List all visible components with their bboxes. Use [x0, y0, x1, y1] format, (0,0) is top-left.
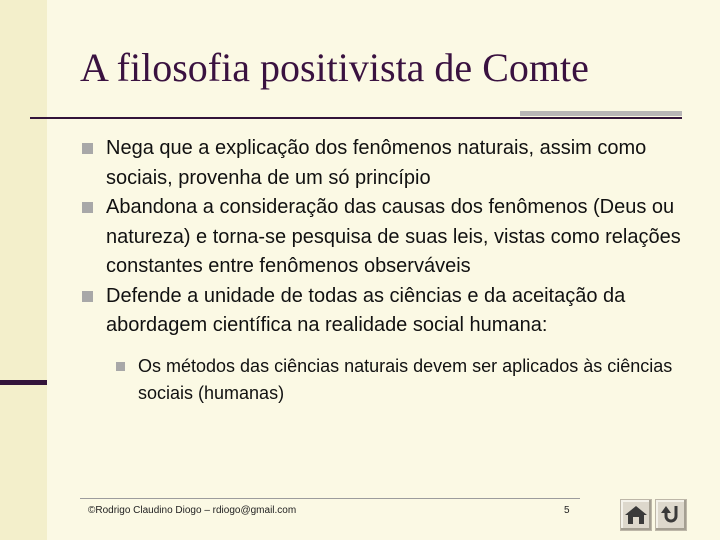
page-number: 5	[564, 505, 570, 516]
bullet-list	[82, 134, 702, 407]
home-icon	[624, 504, 648, 526]
left-accent-bar	[0, 380, 47, 385]
slide-title: A filosofia positivista de Comte	[80, 45, 589, 90]
bullet-text: Nega que a explicação dos fenômenos naturais, assim como sociais, provenha de um só princípio	[106, 137, 647, 189]
square-bullet-icon	[82, 202, 93, 213]
bullet-text: Defende a unidade de todas as ciências e da aceitação da abordagem científica na realidade social humana:	[106, 284, 626, 336]
title-rule-accent	[520, 111, 682, 116]
sub-bullet-text: Os métodos das ciências naturais devem ser aplicados às ciências sociais (humanas)	[138, 355, 673, 403]
home-button[interactable]	[620, 499, 652, 531]
bullet-item	[82, 193, 702, 282]
bullet-item	[82, 282, 702, 341]
footer-credit: ©Rodrigo Claudino Diogo – rdiogo@gmail.com	[88, 505, 297, 516]
sub-bullet-item	[116, 353, 702, 407]
bullet-text: Abandona a consideração das causas dos fenômenos (Deus ou natureza) e torna-se pesquisa de suas leis, vistas como relações constantes entre fenômenos observáveis	[106, 196, 681, 277]
footer-rule	[80, 498, 580, 499]
left-band	[0, 0, 47, 540]
square-bullet-icon	[82, 143, 93, 154]
square-bullet-icon	[82, 291, 93, 302]
return-arrow-icon	[659, 503, 683, 527]
square-bullet-icon	[116, 362, 125, 371]
title-rule	[30, 117, 682, 119]
return-button[interactable]	[655, 499, 687, 531]
bullet-item	[82, 134, 702, 193]
